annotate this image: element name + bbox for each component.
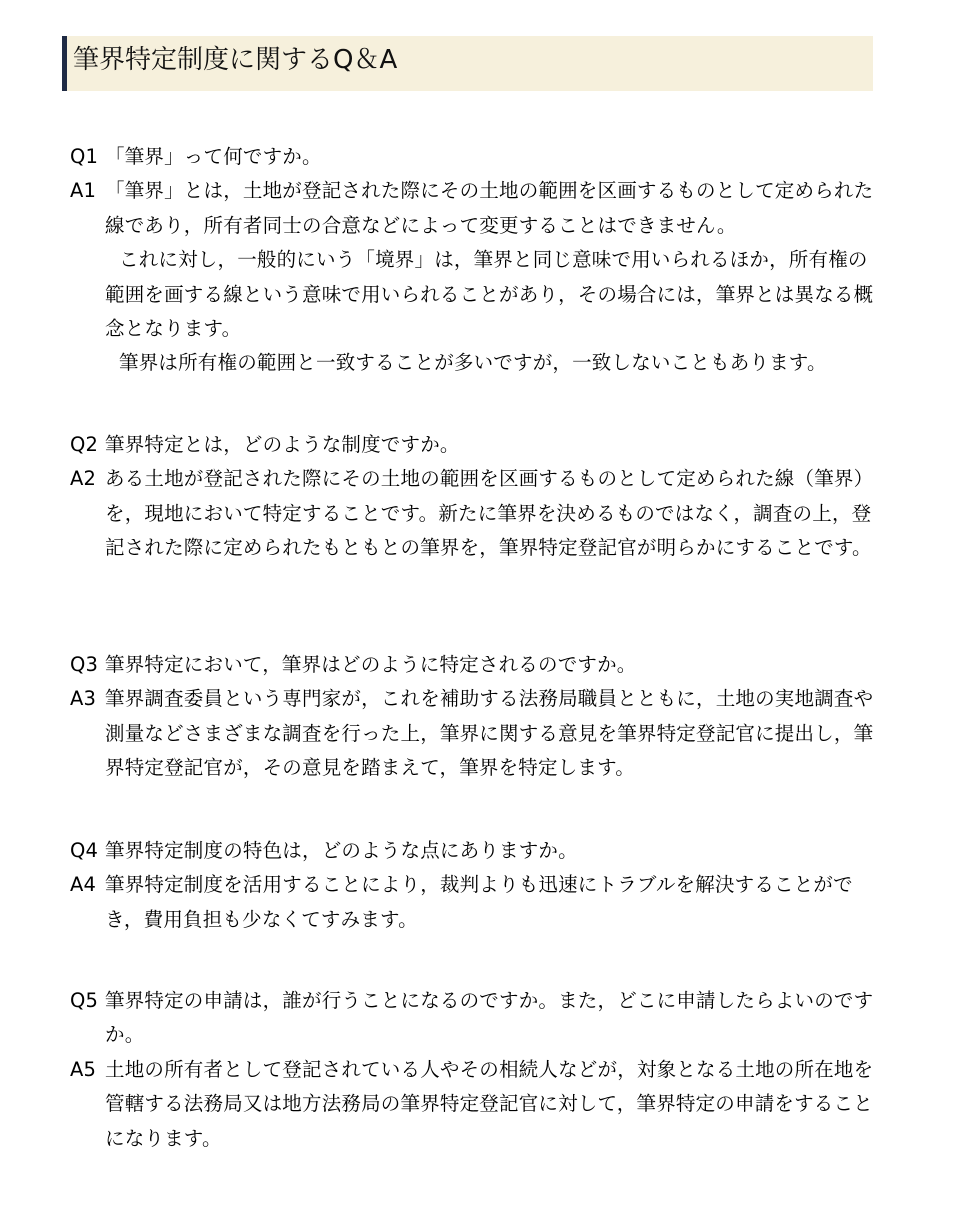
question-text: 筆界特定の申請は，誰が行うことになるのですか。また，どこに申請したらよいのですか。 (105, 989, 874, 1047)
question-label: Q3 (70, 653, 99, 676)
answer-label: A3 (70, 687, 97, 711)
title-bar (62, 36, 873, 91)
answer-paragraph: 筆界特定制度を活用することにより，裁判よりも迅速にトラブルを解決することができ，費用負担も少なくてすみます。 (105, 873, 853, 931)
answer (70, 682, 880, 785)
question-label: Q4 (70, 839, 99, 862)
page-title: 筆界特定制度に関するQ＆A (73, 45, 398, 75)
answer-label: A2 (70, 467, 97, 491)
qa-item-2 (70, 428, 880, 566)
question (70, 834, 880, 868)
answer (70, 868, 880, 937)
question-label: Q1 (70, 145, 99, 168)
qa-item-1 (70, 140, 880, 381)
question (70, 984, 880, 1053)
answer-paragraph: ある土地が登記された際にその土地の範囲を区画するものとして定められた線（筆界）を，現地において特定することです。新たに筆界を決めるものではなく，調査の上，登記された際に定められたもともとの筆界を，筆界特定登記官が明らかにすることです。 (105, 467, 874, 560)
answer-paragraph: これに対し，一般的にいう「境界」は，筆界と同じ意味で用いられるほか，所有権の範囲を画する線という意味で用いられることがあり，その場合には，筆界とは異なる概念となります。 (105, 248, 874, 341)
answer (70, 174, 880, 380)
qa-item-4 (70, 834, 880, 937)
answer-paragraph: 筆界は所有権の範囲と一致することが多いですが，一致しないこともあります。 (119, 351, 827, 375)
answer-paragraph: 土地の所有者として登記されている人やその相続人などが，対象となる土地の所在地を管轄する法務局又は地方法務局の筆界特定登記官に対して，筆界特定の申請をすることになります。 (105, 1057, 874, 1150)
question-text: 「筆界」って何ですか。 (105, 145, 322, 168)
qa-item-3 (70, 648, 880, 786)
answer-paragraph: 「筆界」とは，土地が登記された際にその土地の範囲を区画するものとして定められた線であり，所有者同士の合意などによって変更することはできません。 (105, 179, 874, 237)
answer-label: A4 (70, 873, 97, 897)
question-text: 筆界特定制度の特色は，どのような点にありますか。 (105, 839, 578, 862)
question (70, 428, 880, 462)
question-text: 筆界特定において，筆界はどのように特定されるのですか。 (105, 653, 637, 676)
question-label: Q5 (70, 989, 99, 1012)
answer-label: A5 (70, 1057, 97, 1081)
question-text: 筆界特定とは，どのような制度ですか。 (105, 433, 460, 456)
question (70, 648, 880, 682)
answer (70, 462, 880, 565)
qa-item-5 (70, 984, 880, 1156)
question (70, 140, 880, 174)
answer-label: A1 (70, 179, 97, 203)
answer-paragraph: 筆界調査委員という専門家が，これを補助する法務局職員とともに，土地の実地調査や測量などさまざまな調査を行った上，筆界に関する意見を筆界特定登記官に提出し，筆界特定登記官が，その意見を踏まえて，筆界を特定します。 (105, 687, 874, 780)
question-label: Q2 (70, 433, 99, 456)
answer (70, 1053, 880, 1156)
